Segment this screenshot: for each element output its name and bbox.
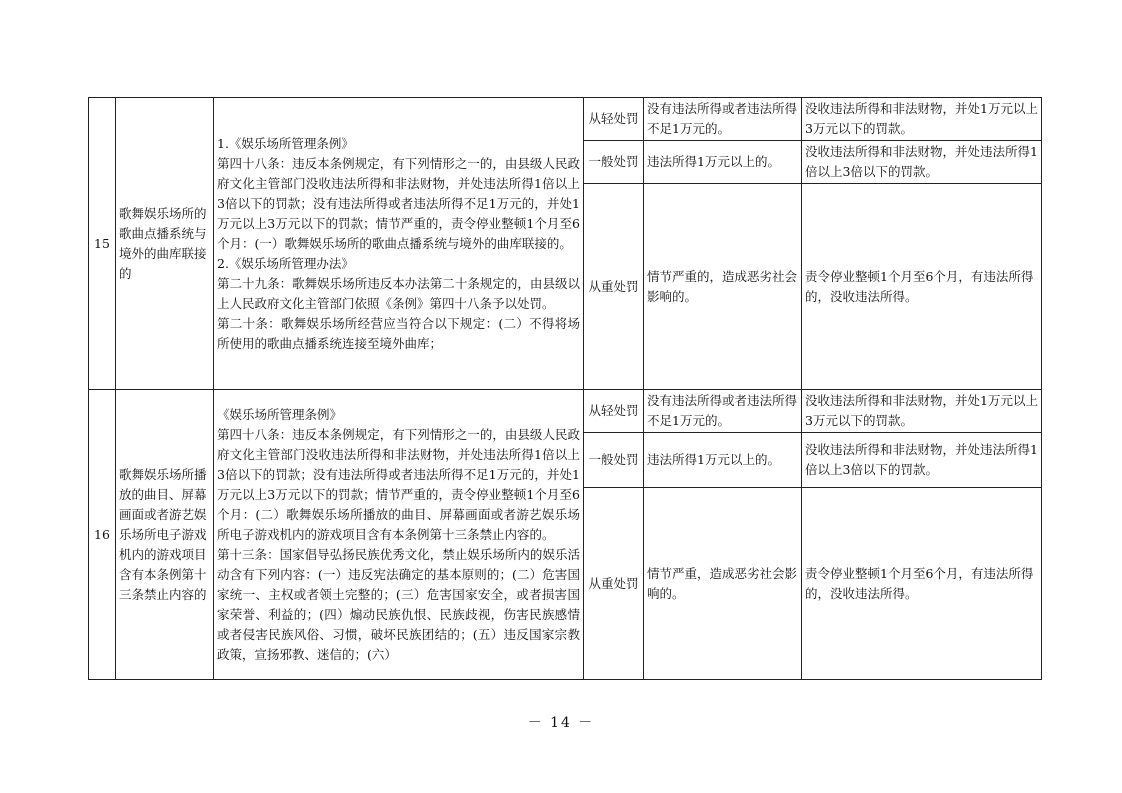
basis-paragraph: 2.《娱乐场所管理办法》 <box>217 255 354 271</box>
penalty-level: 一般处罚 <box>584 141 644 184</box>
violation-item: 歌舞娱乐场所播放的曲目、屏幕画面或者游艺娱乐场所电子游戏机内的游戏项目含有本条例第十三条禁止内容的 <box>116 390 214 680</box>
penalty-level: 一般处罚 <box>584 433 644 488</box>
row-number: 15 <box>89 98 116 390</box>
penalty-standard: 责令停业整顿1个月至6个月，有违法所得的，没收违法所得。 <box>802 488 1042 680</box>
basis-paragraph: 第二十条：歌舞娱乐场所经营应当符合以下规定：(二）不得将场所使用的歌曲点播系统连接至境外曲库； <box>217 315 580 351</box>
violation-situation: 违法所得1万元以上的。 <box>644 433 802 488</box>
penalty-level: 从轻处罚 <box>584 98 644 141</box>
legal-basis <box>214 98 584 390</box>
penalty-standard: 没收违法所得和非法财物，并处1万元以上3万元以下的罚款。 <box>802 390 1042 433</box>
penalty-standard: 没收违法所得和非法财物，并处违法所得1倍以上3倍以下的罚款。 <box>802 433 1042 488</box>
penalty-level: 从重处罚 <box>584 184 644 390</box>
penalty-standard: 没收违法所得和非法财物，并处违法所得1倍以上3倍以下的罚款。 <box>802 141 1042 184</box>
basis-paragraph: 第四十八条：违反本条例规定，有下列情形之一的，由县级人民政府文化主管部门没收违法所得和非法财物，并处违法所得1倍以上3倍以下的罚款；没有违法所得或者违法所得不足1万元的，并处1万元以上3万元以下的罚款；情节严重的，责令停业整顿1个月至6个月：(一）歌舞娱乐场所的歌曲点播系统与境外的曲库联接的。 <box>217 155 580 251</box>
basis-paragraph: 第二十九条：歌舞娱乐场所违反本办法第二十条规定的，由县级以上人民政府文化主管部门依照《条例》第四十八条予以处罚。 <box>217 275 580 311</box>
violation-situation: 没有违法所得或者违法所得不足1万元的。 <box>644 390 802 433</box>
page-number: － 14 － <box>527 715 595 731</box>
violation-situation: 情节严重的，造成恶劣社会影响的。 <box>644 184 802 390</box>
penalty-level: 从重处罚 <box>584 488 644 680</box>
penalty-level: 从轻处罚 <box>584 390 644 433</box>
violation-situation: 情节严重，造成恶劣社会影响的。 <box>644 488 802 680</box>
violation-situation: 没有违法所得或者违法所得不足1万元的。 <box>644 98 802 141</box>
basis-paragraph: 第十三条：国家倡导弘扬民族优秀文化，禁止娱乐场所内的娱乐活动含有下列内容：(一）违反宪法确定的基本原则的；(二）危害国家统一、主权或者领土完整的；(三）危害国家安全，或者损害国家荣誉、利益的；(四）煽动民族仇恨、民族歧视，伤害民族感情或者侵害民族风俗、习惯，破坏民族团结的；(五）违反国家宗教政策，宣扬邪教、迷信的；(六） <box>217 546 580 662</box>
violation-item: 歌舞娱乐场所的歌曲点播系统与境外的曲库联接的 <box>116 98 214 390</box>
basis-paragraph: 1.《娱乐场所管理条例》 <box>217 135 354 151</box>
table-row <box>89 98 1042 141</box>
legal-basis <box>214 390 584 680</box>
row-number: 16 <box>89 390 116 680</box>
basis-paragraph: 《娱乐场所管理条例》 <box>217 406 343 422</box>
penalty-discretion-table <box>88 97 1042 680</box>
penalty-standard: 责令停业整顿1个月至6个月，有违法所得的，没收违法所得。 <box>802 184 1042 390</box>
basis-paragraph: 第四十八条：违反本条例规定，有下列情形之一的，由县级人民政府文化主管部门没收违法所得和非法财物，并处违法所得1倍以上3倍以下的罚款；没有违法所得或者违法所得不足1万元的，并处1万元以上3万元以下的罚款；情节严重的，责令停业整顿1个月至6个月：(二）歌舞娱乐场所播放的曲目、屏幕画面或者游艺娱乐场所电子游戏机内的游戏项目含有本条例第十三条禁止内容的。 <box>217 426 580 542</box>
table-row <box>89 390 1042 433</box>
violation-situation: 违法所得1万元以上的。 <box>644 141 802 184</box>
penalty-standard: 没收违法所得和非法财物，并处1万元以上3万元以下的罚款。 <box>802 98 1042 141</box>
